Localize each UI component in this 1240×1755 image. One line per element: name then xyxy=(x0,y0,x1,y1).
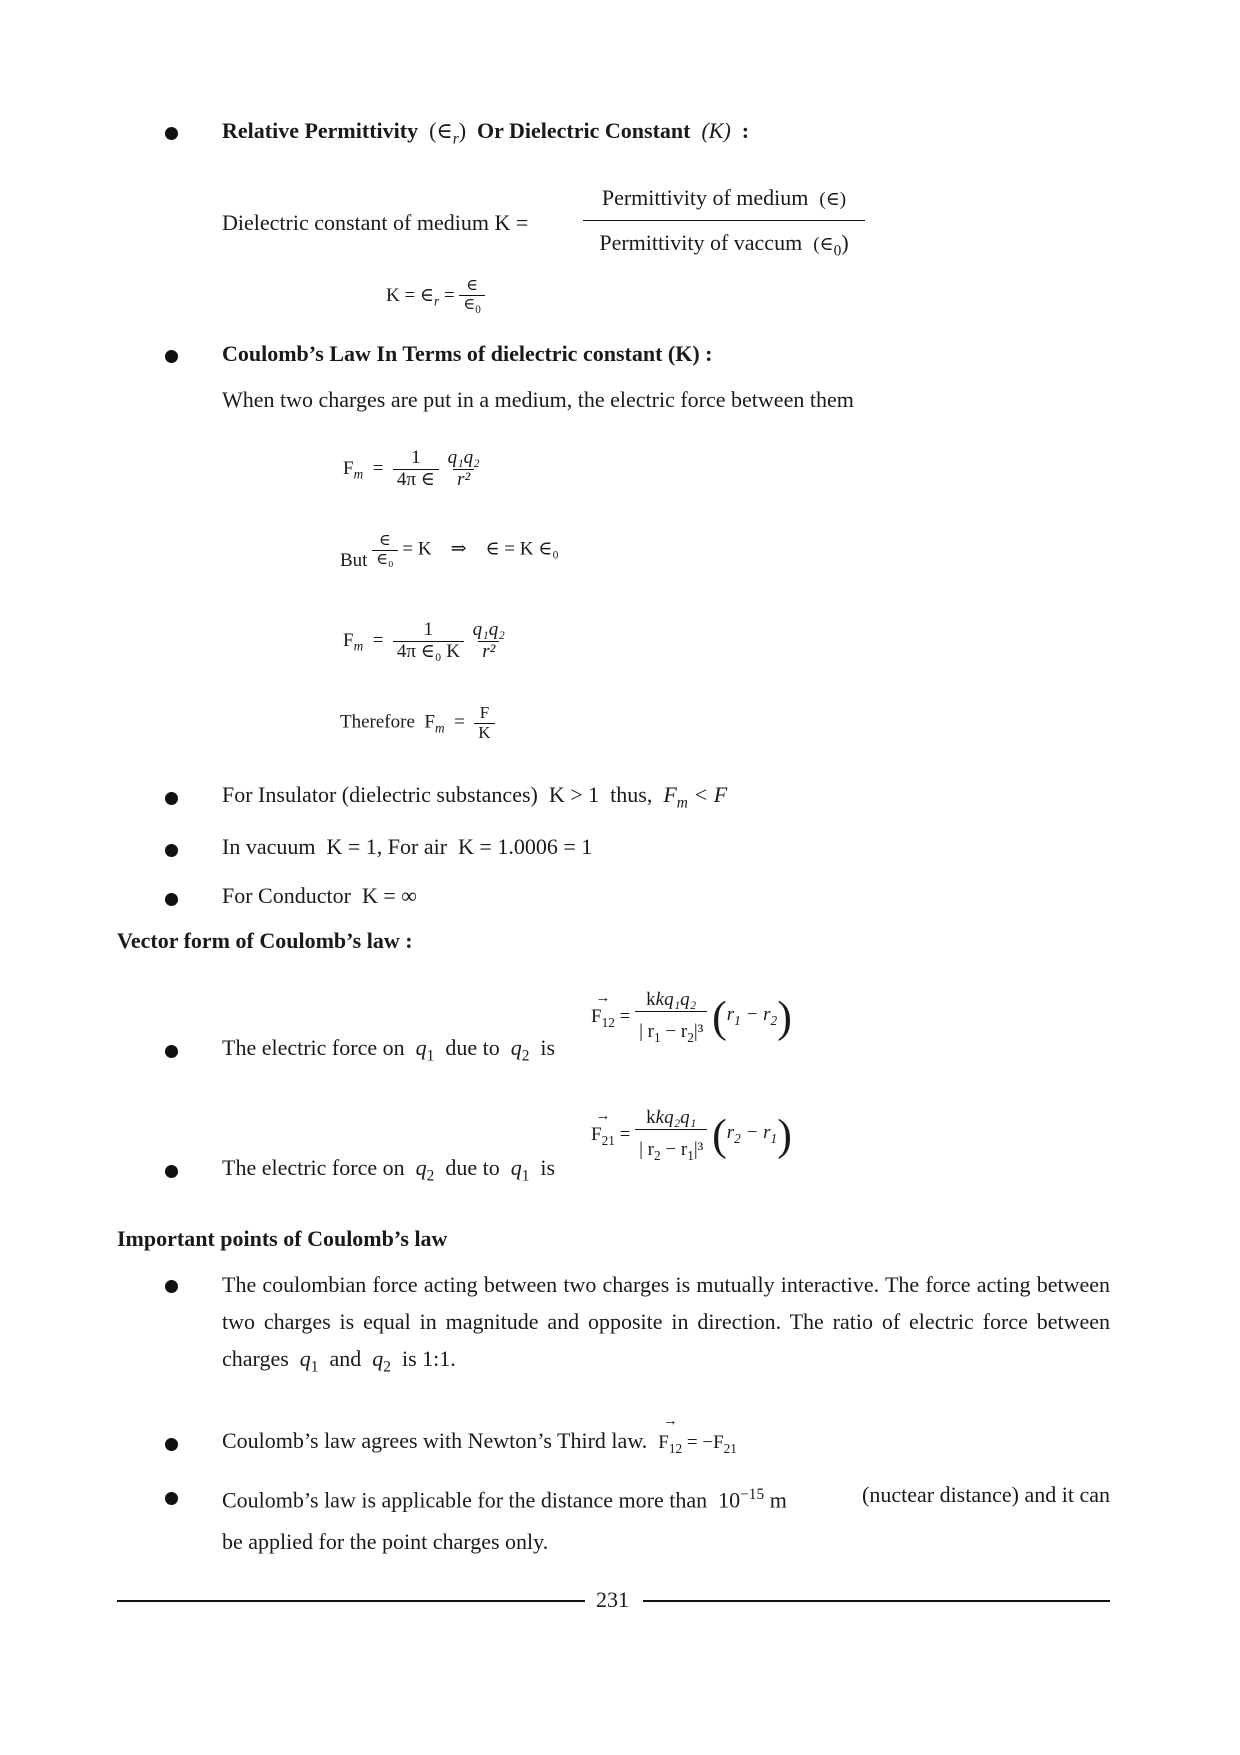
important-point-3-line-2: be applied for the point charges only. xyxy=(222,1529,549,1554)
equation-f21: → $F_{21}$ = $\frac{\text{kkq₂q₁}}{| r_2 - r_1|^3}$ $(r_2 - r_1)$ xyxy=(591,1107,792,1163)
section-heading-vector-form: Vector form of Coulomb’s law : xyxy=(117,928,413,953)
section-heading-coulomb-dielectric: Coulomb’s Law In Terms of dielectric constant (K) : xyxy=(222,341,713,366)
fraction-denominator: Permittivity of vaccum $(\in_0)$ xyxy=(599,230,849,260)
dielectric-constant-fraction xyxy=(583,184,865,265)
equation-fm-1: $F_m$ = $\frac{1}{4\pi \in}$ $\frac{\text{q₁q₂}}{\text{r²}}$ xyxy=(343,447,480,490)
bullet xyxy=(165,844,178,857)
important-point-2: Coulomb’s law agrees with Newton’s Third law. → $F_{12} = -F_{21}$ xyxy=(222,1413,737,1456)
bullet xyxy=(165,1165,178,1178)
equation-fm-2: $F_m$ = $\frac{1}{\text{4π ∈₀ K}}$ $\frac{\text{q₁q₂}}{\text{r²}}$ xyxy=(343,619,505,662)
bullet xyxy=(165,127,178,140)
bullet-vacuum: In vacuum K = 1, For air K = 1.0006 = 1 xyxy=(222,834,593,859)
intro-text: When two charges are put in a medium, the electric force between them xyxy=(222,387,854,412)
bullet xyxy=(165,792,178,805)
equation-therefore: Therefore $F_m$ = $\frac{F}{K}$ xyxy=(340,704,495,742)
footer-rule-right xyxy=(643,1600,1110,1602)
bullet xyxy=(165,893,178,906)
important-point-3-line-1: Coulomb’s law is applicable for the distance more than $10^{-15}$ m (nuctear distance) and it can xyxy=(222,1482,1110,1513)
fraction-numerator: Permittivity of medium (∈) xyxy=(601,185,847,210)
vector-line-1: The electric force on $q_1$ due to $q_2$ is xyxy=(222,1035,556,1065)
bullet xyxy=(165,1438,178,1451)
section-heading-important-points: Important points of Coulomb’s law xyxy=(117,1226,448,1251)
section-heading-relative-permittivity: Relative Permittivity $(\in_r)$ Or Dielectric Constant (K) : xyxy=(222,118,750,148)
dielectric-constant-lhs: Dielectric constant of medium K = xyxy=(222,210,529,235)
page-number: 231 xyxy=(596,1587,629,1612)
bullet xyxy=(165,350,178,363)
footer-rule-left xyxy=(117,1600,585,1602)
k-equals-epsilon-r: $K = \in_r$ = $\frac{\in}{\in_0}$ xyxy=(386,277,485,316)
equation-but: But $\frac{\in}{\text{∈₀}}$ = K ⇒ ∈ = K ∈₀ xyxy=(340,532,559,572)
vector-line-2: The electric force on $q_2$ due to $q_1$ is xyxy=(222,1155,556,1185)
bullet-conductor: For Conductor K = ∞ xyxy=(222,883,417,908)
bullet-insulator: For Insulator (dielectric substances) K > 1 thus, $F_m < F$ xyxy=(222,782,728,812)
bullet xyxy=(165,1492,178,1505)
important-point-1: The coulombian force acting between two charges is mutually interactive. The force acting between two charges is equal in magnitude and opposite in direction. The ratio of electric force between charges $q_1$ and $q_2$ is 1:1. xyxy=(222,1272,1110,1376)
equation-f12: → $F_{12}$ = $\frac{\text{kkq₁q₂}}{| r_1 - r_2|^3}$ $(r_1 - r_2)$ xyxy=(591,989,792,1045)
bullet xyxy=(165,1045,178,1058)
bullet xyxy=(165,1280,178,1293)
